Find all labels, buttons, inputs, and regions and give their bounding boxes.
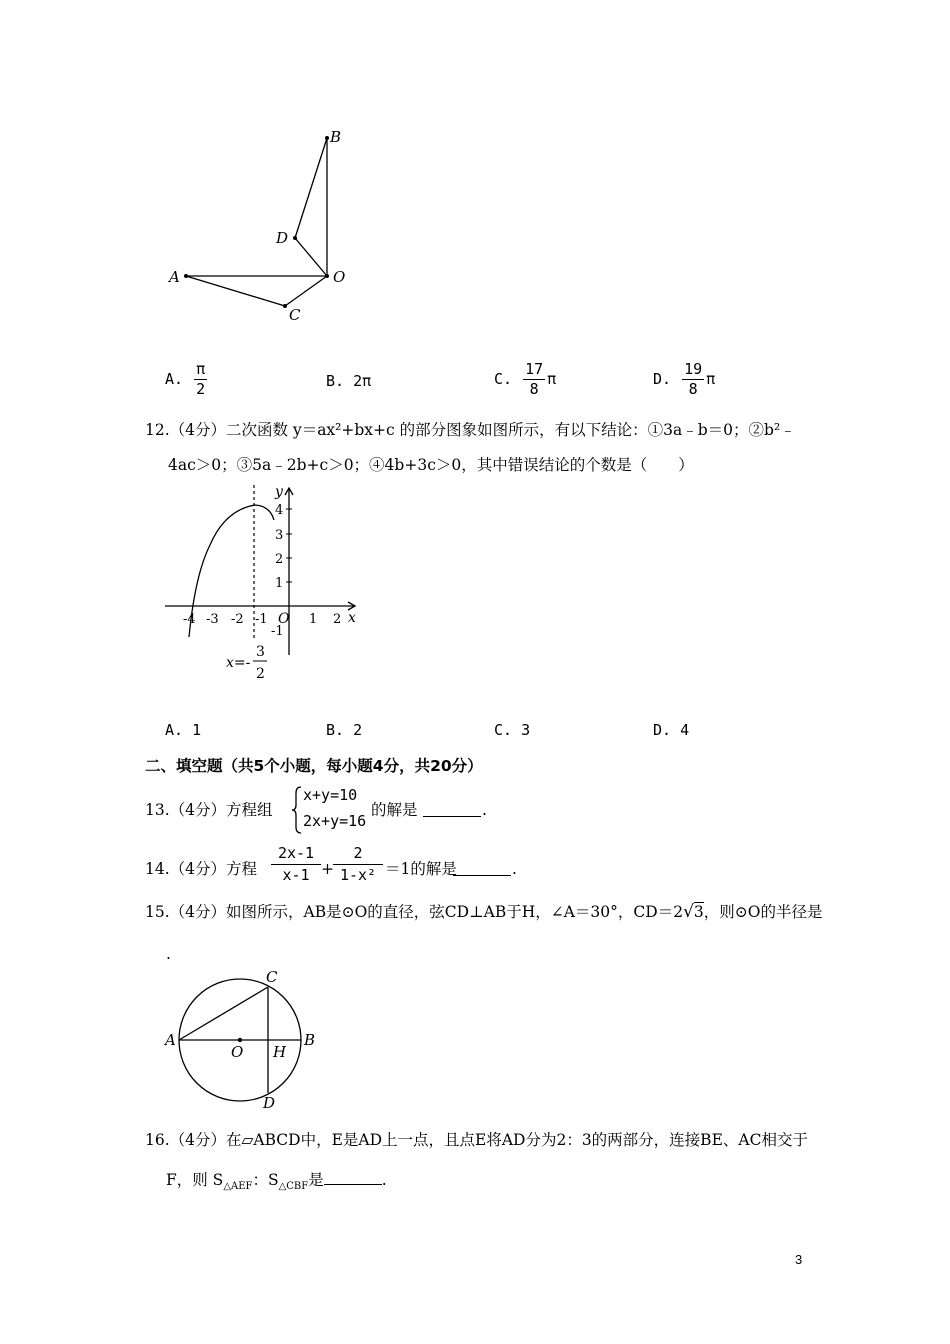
sqrt-sign: √ — [683, 902, 694, 922]
x-tick: 2 — [333, 612, 342, 627]
q11-option-a: A. $\frac{\pi}{2}$ — [165, 360, 206, 398]
label-d: D — [276, 229, 289, 247]
x-tick: -1 — [255, 612, 268, 627]
label-d: D — [263, 1094, 276, 1112]
figure-q11 — [160, 120, 360, 330]
section-heading: 二、填空题（共5个小题，每小题4分，共20分） — [145, 757, 483, 775]
fraction: $\frac{\pi}{2}$ — [196, 360, 206, 398]
page-number: 3 — [795, 1252, 803, 1267]
y-tick: 3 — [275, 528, 284, 543]
label-o: O — [231, 1043, 244, 1061]
figure-q12-parabola — [160, 480, 370, 690]
q16-line-2: F，则 $S_{\triangle AEF}$：$S_{\triangle CBF}$是 . — [166, 1171, 387, 1193]
answer-blank — [324, 1170, 382, 1185]
y-tick: 1 — [275, 576, 284, 591]
figure-q15-circle — [160, 965, 330, 1115]
x-axis-label: x — [348, 610, 356, 626]
axis-equation-num: 3 — [256, 644, 265, 660]
q12-line-1: 12.（4分）二次函数 y＝ax²+bx+c 的部分图象如图所示，有以下结论：①3a﹣b＝0；②b²﹣ — [145, 421, 796, 439]
x-tick: -4 — [183, 612, 196, 627]
label-a: A — [169, 268, 180, 286]
axis-equation-den: 2 — [256, 666, 265, 682]
label-a: A — [165, 1031, 176, 1049]
axis-equation-prefix: x=- — [226, 655, 251, 671]
q12-option-b: B. 2 — [326, 721, 363, 739]
y-axis-label: y — [275, 484, 283, 500]
q12-option-c: C. 3 — [494, 721, 531, 739]
origin-label: O — [278, 611, 290, 627]
label-o: O — [333, 268, 346, 286]
label-b: B — [304, 1031, 316, 1049]
x-tick: -2 — [231, 612, 244, 627]
q15-line-1: 15.（4分）如图所示，AB是⊙O的直径，弦CD⊥AB于H，∠A＝30°，CD＝2√3，则⊙O的半径是 — [145, 902, 823, 922]
q12-option-d: D. 4 — [653, 721, 690, 739]
y-tick: 2 — [275, 552, 284, 567]
y-tick: -1 — [271, 624, 284, 639]
q11-option-c: C. $\frac{17}{8}$ π — [494, 360, 557, 398]
q12-line-2: 4ac＞0；③5a﹣2b+c＞0；④4b+3c＞0，其中错误结论的个数是（ ） — [168, 456, 694, 474]
fraction: $\frac{19}{8}$ — [684, 360, 703, 398]
q12-option-a: A. 1 — [165, 721, 202, 739]
period: . — [482, 801, 487, 819]
q16-line-1: 16.（4分）在▱ABCD中，E是AD上一点，且点E将AD分为2：3的两部分，连接BE、AC相交于 — [145, 1131, 808, 1149]
q15-line-2: . — [166, 945, 171, 963]
x-tick: 1 — [309, 612, 318, 627]
label-h: H — [273, 1043, 287, 1061]
fraction-2: 2 1-x² — [333, 843, 383, 886]
label-c: C — [266, 968, 278, 986]
q11-option-d: D. $\frac{19}{8}$ π — [653, 360, 716, 398]
answer-blank — [423, 802, 481, 817]
period: . — [512, 860, 517, 878]
y-tick: 4 — [275, 503, 284, 518]
x-tick: -3 — [206, 612, 219, 627]
label-c: C — [289, 306, 301, 324]
answer-blank — [453, 861, 511, 876]
period: . — [381, 1171, 387, 1189]
label-b: B — [330, 128, 342, 146]
brace-icon — [291, 785, 303, 835]
fraction: $\frac{17}{8}$ — [525, 360, 544, 398]
fraction-1: 2x-1 x-1 — [271, 843, 321, 886]
q11-option-b: B. 2π — [326, 372, 372, 390]
